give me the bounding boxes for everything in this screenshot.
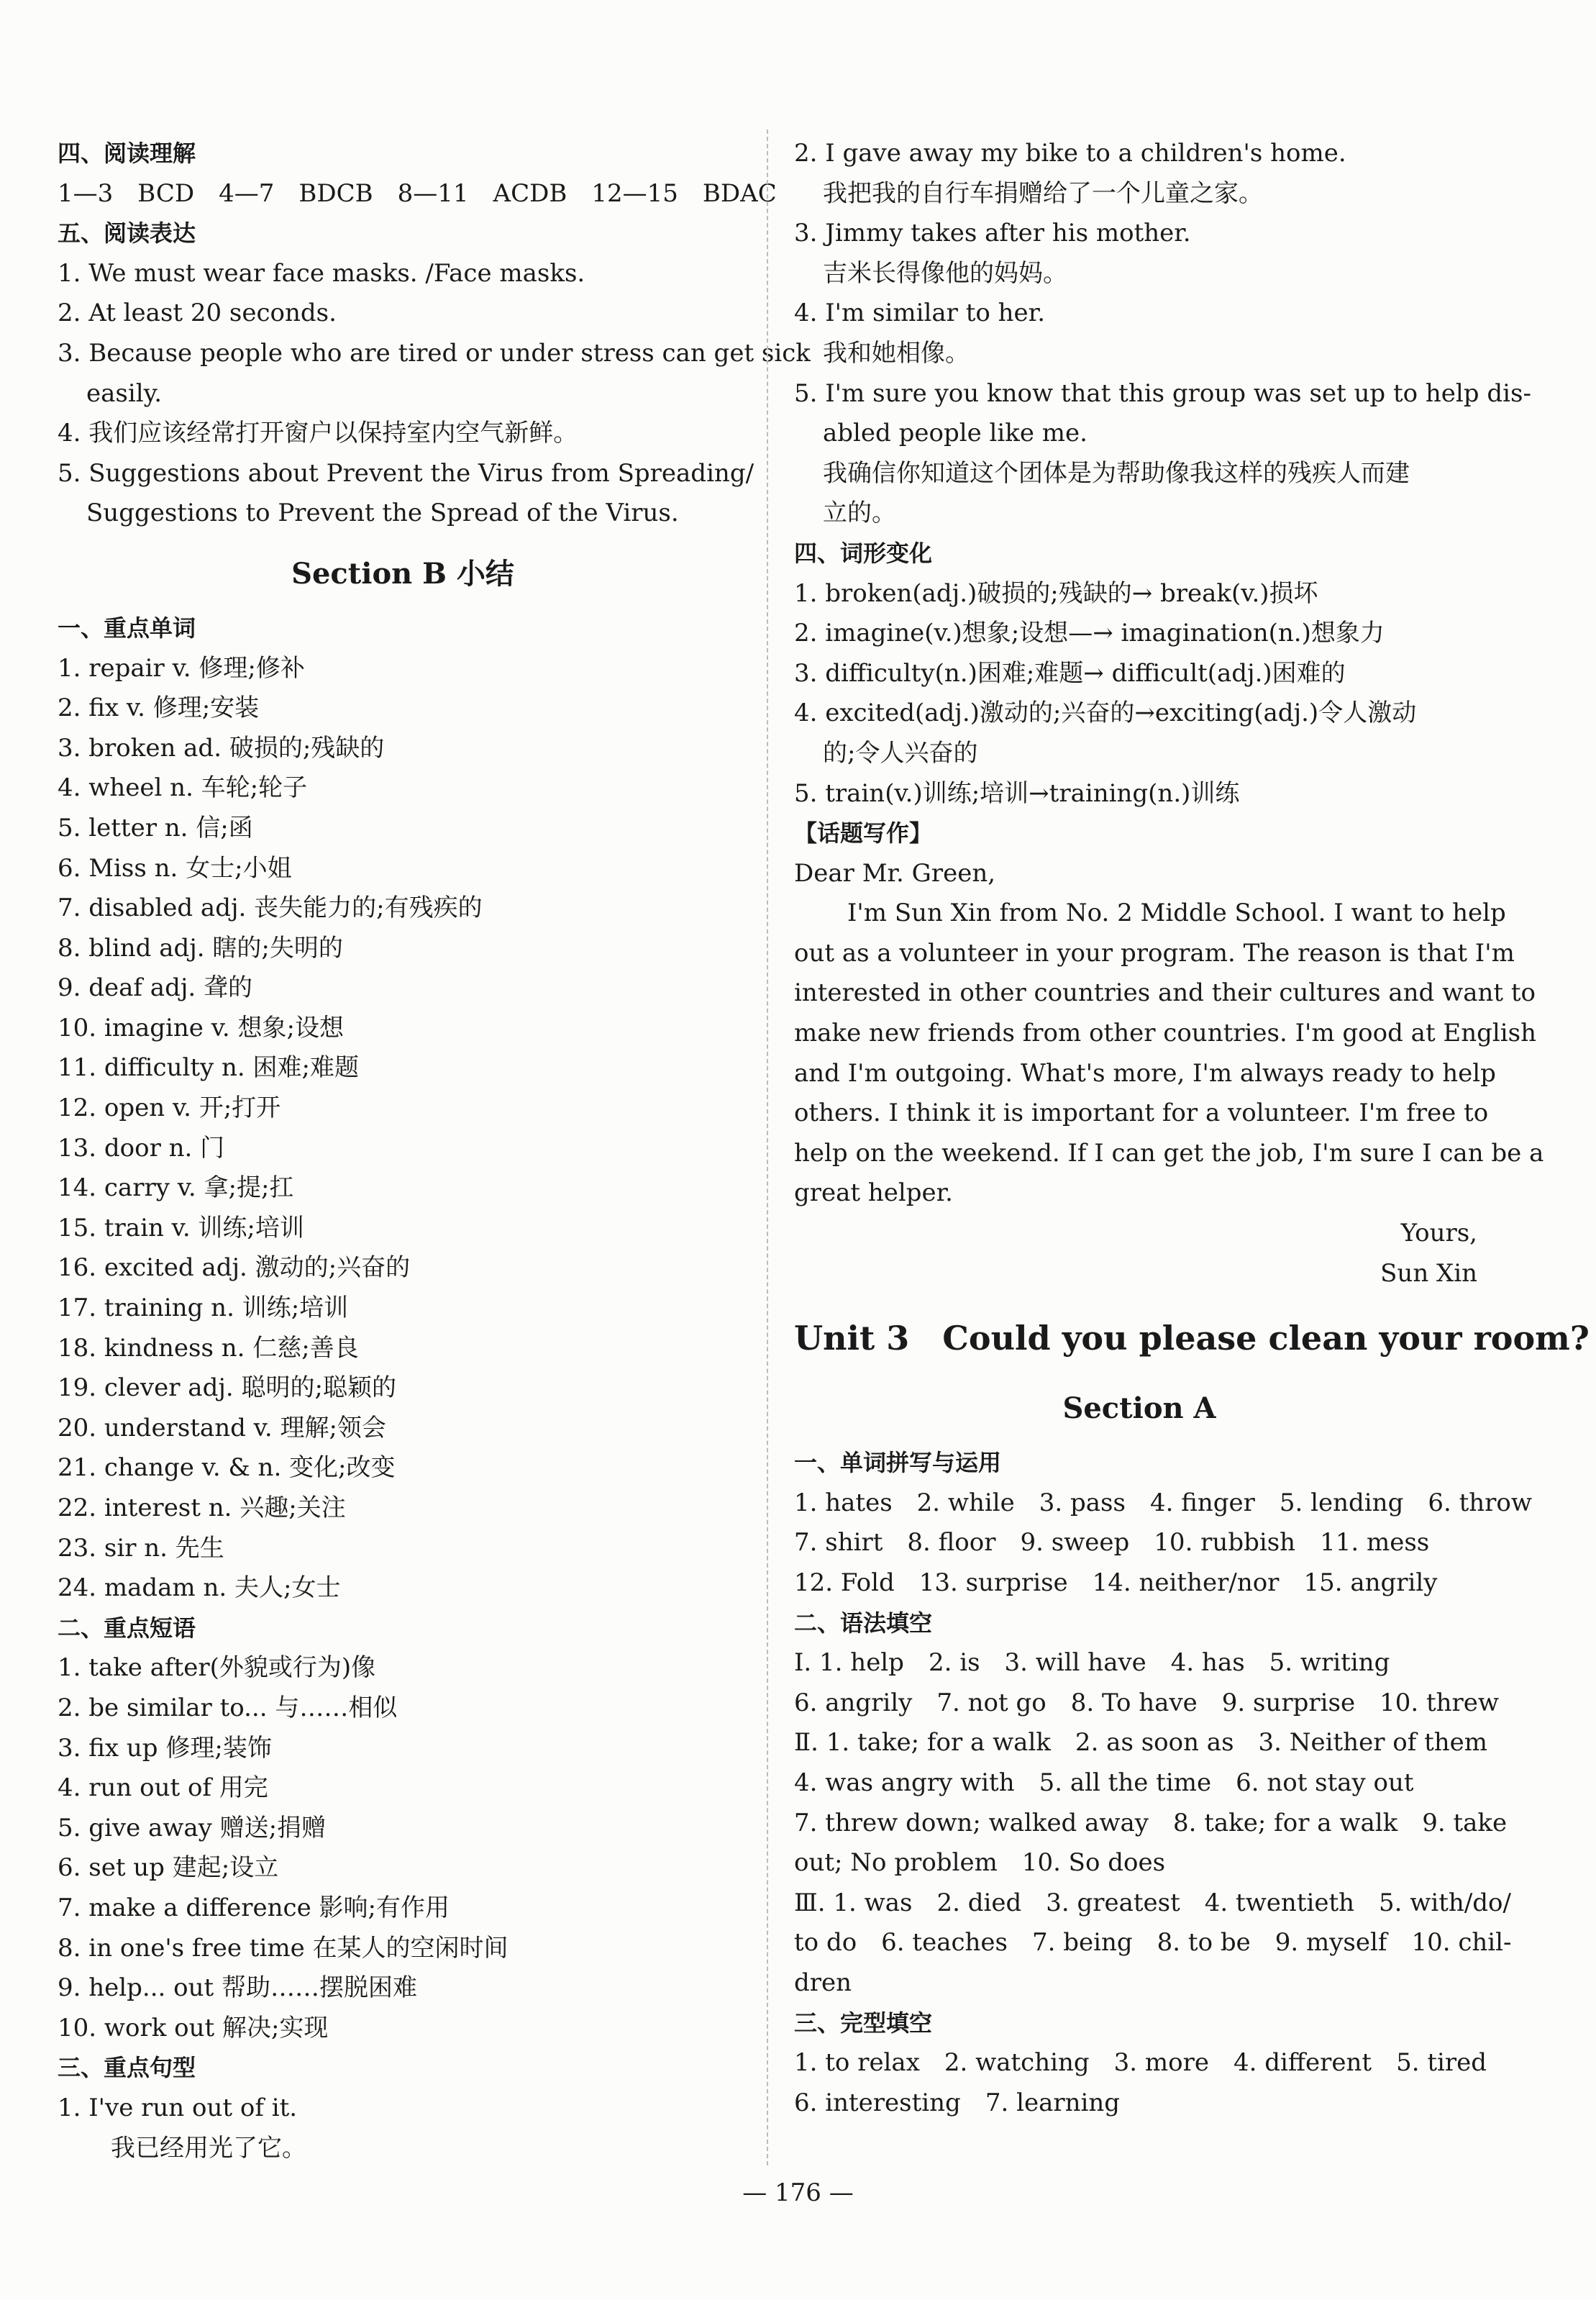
text-line: Ⅲ. 1. was 2. died 3. greatest 4. twentieth 5. with/do/ — [794, 1888, 1511, 1917]
text-line: 2. imagine(v.)想象;设想—→ imagination(n.)想象力 — [794, 619, 1385, 648]
text-line: 2. At least 20 seconds. — [58, 299, 337, 328]
section-heading: 三、完型填空 — [794, 2009, 933, 2037]
text-line: 1. to relax 2. watching 3. more 4. different 5. tired — [794, 2048, 1487, 2078]
text-line: interested in other countries and their cultures and want to — [794, 978, 1536, 1008]
text-line: Ⅰ. 1. help 2. is 3. will have 4. has 5. writing — [794, 1648, 1390, 1678]
text-line: 4. was angry with 5. all the time 6. not stay out — [794, 1768, 1414, 1797]
text-line: 7. make a difference 影响;有作用 — [58, 1893, 450, 1922]
text-line: 23. sir n. 先生 — [58, 1533, 224, 1563]
text-line: 16. excited adj. 激动的;兴奋的 — [58, 1253, 411, 1283]
text-line: dren — [794, 1968, 852, 1997]
text-line: and I'm outgoing. What's more, I'm always ready to help — [794, 1058, 1496, 1088]
text-line: 1. I've run out of it. — [58, 2093, 298, 2122]
text-line: 9. help... out 帮助……摆脱困难 — [58, 1973, 417, 2003]
text-line: 2. I gave away my bike to a children's home. — [794, 139, 1346, 168]
text-line: 5. train(v.)训练;培训→training(n.)训练 — [794, 778, 1240, 808]
section-heading: 二、语法填空 — [794, 1609, 933, 1637]
text-line: 1. repair v. 修理;修补 — [58, 653, 305, 683]
text-line: 19. clever adj. 聪明的;聪颖的 — [58, 1373, 396, 1403]
text-line: 3. Because people who are tired or under stress can get sick — [58, 338, 811, 368]
text-line: 1—3 BCD 4—7 BDCB 8—11 ACDB 12—15 BDAC — [58, 178, 777, 208]
text-line: others. I think it is important for a volunteer. I'm free to — [794, 1099, 1489, 1128]
text-line: 18. kindness n. 仁慈;善良 — [58, 1333, 359, 1363]
text-line: 4. I'm similar to her. — [794, 299, 1045, 328]
text-line: 4. wheel n. 车轮;轮子 — [58, 773, 308, 803]
text-line: 2. fix v. 修理;安装 — [58, 694, 260, 723]
text-line: 1. We must wear face masks. /Face masks. — [58, 258, 585, 288]
text-line: 5. I'm sure you know that this group was set up to help dis- — [794, 378, 1531, 408]
section-title: Section B 小结 — [291, 556, 514, 591]
section-heading: 一、重点单词 — [58, 614, 196, 642]
text-line: 1. broken(adj.)破损的;残缺的→ break(v.)损坏 — [794, 578, 1318, 608]
text-line: 6. set up 建起;设立 — [58, 1853, 279, 1883]
text-line: abled people like me. — [823, 419, 1087, 448]
text-line: 6. interesting 7. learning — [794, 2088, 1121, 2117]
text-line: 20. understand v. 理解;领会 — [58, 1413, 386, 1442]
text-line: Suggestions to Prevent the Spread of the Virus. — [86, 499, 679, 528]
text-line: 12. Fold 13. surprise 14. neither/nor 15. angrily — [794, 1568, 1438, 1597]
text-line: 6. Miss n. 女士;小姐 — [58, 853, 292, 883]
section-heading: 四、词形变化 — [794, 539, 933, 567]
section-heading: 五、阅读表达 — [58, 219, 196, 247]
text-line: 7. shirt 8. floor 9. sweep 10. rubbish 11. mess — [794, 1528, 1430, 1558]
text-line: 5. give away 赠送;捐赠 — [58, 1813, 327, 1842]
text-line: 的;令人兴奋的 — [823, 738, 978, 768]
text-line: I'm Sun Xin from No. 2 Middle School. I want to help — [847, 899, 1506, 928]
text-line: 8. blind adj. 瞎的;失明的 — [58, 933, 343, 963]
text-line: Ⅱ. 1. take; for a walk 2. as soon as 3. Neither of them — [794, 1728, 1488, 1758]
text-line: Sun Xin — [1380, 1258, 1477, 1288]
column-divider — [767, 129, 768, 2165]
section-heading: 一、单词拼写与运用 — [794, 1449, 1002, 1477]
section-heading: 四、阅读理解 — [58, 140, 196, 167]
text-line: great helper. — [794, 1178, 953, 1208]
section-heading: 二、重点短语 — [58, 1614, 196, 1642]
text-line: 3. broken ad. 破损的;残缺的 — [58, 733, 385, 763]
text-line: 7. threw down; walked away 8. take; for a walk 9. take — [794, 1808, 1508, 1837]
left-column — [58, 134, 811, 2168]
text-line: 13. door n. 门 — [58, 1133, 225, 1163]
text-line: make new friends from other countries. I'm good at English — [794, 1019, 1536, 1048]
text-line: 4. excited(adj.)激动的;兴奋的→exciting(adj.)令人激动 — [794, 699, 1417, 728]
text-line: 1. hates 2. while 3. pass 4. finger 5. lending 6. throw — [794, 1488, 1532, 1517]
section-heading: 三、重点句型 — [58, 2054, 196, 2082]
text-line: out as a volunteer in your program. The reason is that I'm — [794, 938, 1515, 968]
text-line: 我和她相像。 — [823, 338, 970, 368]
text-line: help on the weekend. If I can get the job, I'm sure I can be a — [794, 1138, 1544, 1168]
text-line: 10. work out 解决;实现 — [58, 2013, 329, 2042]
text-line: 3. Jimmy takes after his mother. — [794, 219, 1191, 248]
text-line: 22. interest n. 兴趣;关注 — [58, 1494, 346, 1522]
text-line: 7. disabled adj. 丧失能力的;有残疾的 — [58, 894, 483, 923]
text-line: 8. in one's free time 在某人的空闲时间 — [58, 1933, 509, 1963]
text-line: 11. difficulty n. 困难;难题 — [58, 1053, 360, 1083]
text-line: 9. deaf adj. 聋的 — [58, 973, 252, 1003]
text-line: 1. take after(外貌或行为)像 — [58, 1653, 376, 1683]
text-line: 21. change v. & n. 变化;改变 — [58, 1453, 396, 1483]
text-line: 17. training n. 训练;培训 — [58, 1294, 349, 1323]
text-line: 我确信你知道这个团体是为帮助像我这样的残疾人而建 — [823, 458, 1410, 488]
text-line: 5. letter n. 信;函 — [58, 813, 253, 842]
text-line: 吉米长得像他的妈妈。 — [823, 258, 1067, 288]
text-line: 3. difficulty(n.)困难;难题→ difficult(adj.)困难的 — [794, 658, 1346, 688]
unit-title: Unit 3 Could you please clean your room? — [794, 1319, 1590, 1358]
text-line: 3. fix up 修理;装饰 — [58, 1733, 272, 1763]
text-line: 12. open v. 开;打开 — [58, 1094, 281, 1123]
section-heading: 【话题写作】 — [794, 819, 933, 847]
text-line: 立的。 — [823, 499, 896, 528]
text-line: 4. run out of 用完 — [58, 1773, 268, 1803]
text-line: Dear Mr. Green, — [794, 858, 996, 888]
text-line: 6. angrily 7. not go 8. To have 9. surprise 10. threw — [794, 1688, 1499, 1717]
text-line: 2. be similar to... 与……相似 — [58, 1693, 398, 1722]
text-line: 我把我的自行车捐赠给了一个儿童之家。 — [823, 178, 1263, 208]
page-number: — 176 — — [742, 2178, 854, 2207]
text-line: 5. Suggestions about Prevent the Virus from Spreading/ — [58, 458, 754, 488]
text-line: out; No problem 10. So does — [794, 1848, 1166, 1878]
right-column — [794, 134, 1590, 2123]
text-line: easily. — [86, 378, 163, 408]
text-line: 24. madam n. 夫人;女士 — [58, 1573, 341, 1603]
text-line: 我已经用光了它。 — [111, 2133, 306, 2163]
text-line: 10. imagine v. 想象;设想 — [58, 1013, 344, 1042]
section-title: Section A — [1062, 1391, 1216, 1426]
text-line: 14. carry v. 拿;提;扛 — [58, 1173, 294, 1203]
text-line: Yours, — [1400, 1219, 1477, 1248]
text-line: 4. 我们应该经常打开窗户以保持室内空气新鲜。 — [58, 419, 578, 448]
text-line: 15. train v. 训练;培训 — [58, 1213, 304, 1242]
text-line: to do 6. teaches 7. being 8. to be 9. myself 10. chil- — [794, 1928, 1512, 1958]
